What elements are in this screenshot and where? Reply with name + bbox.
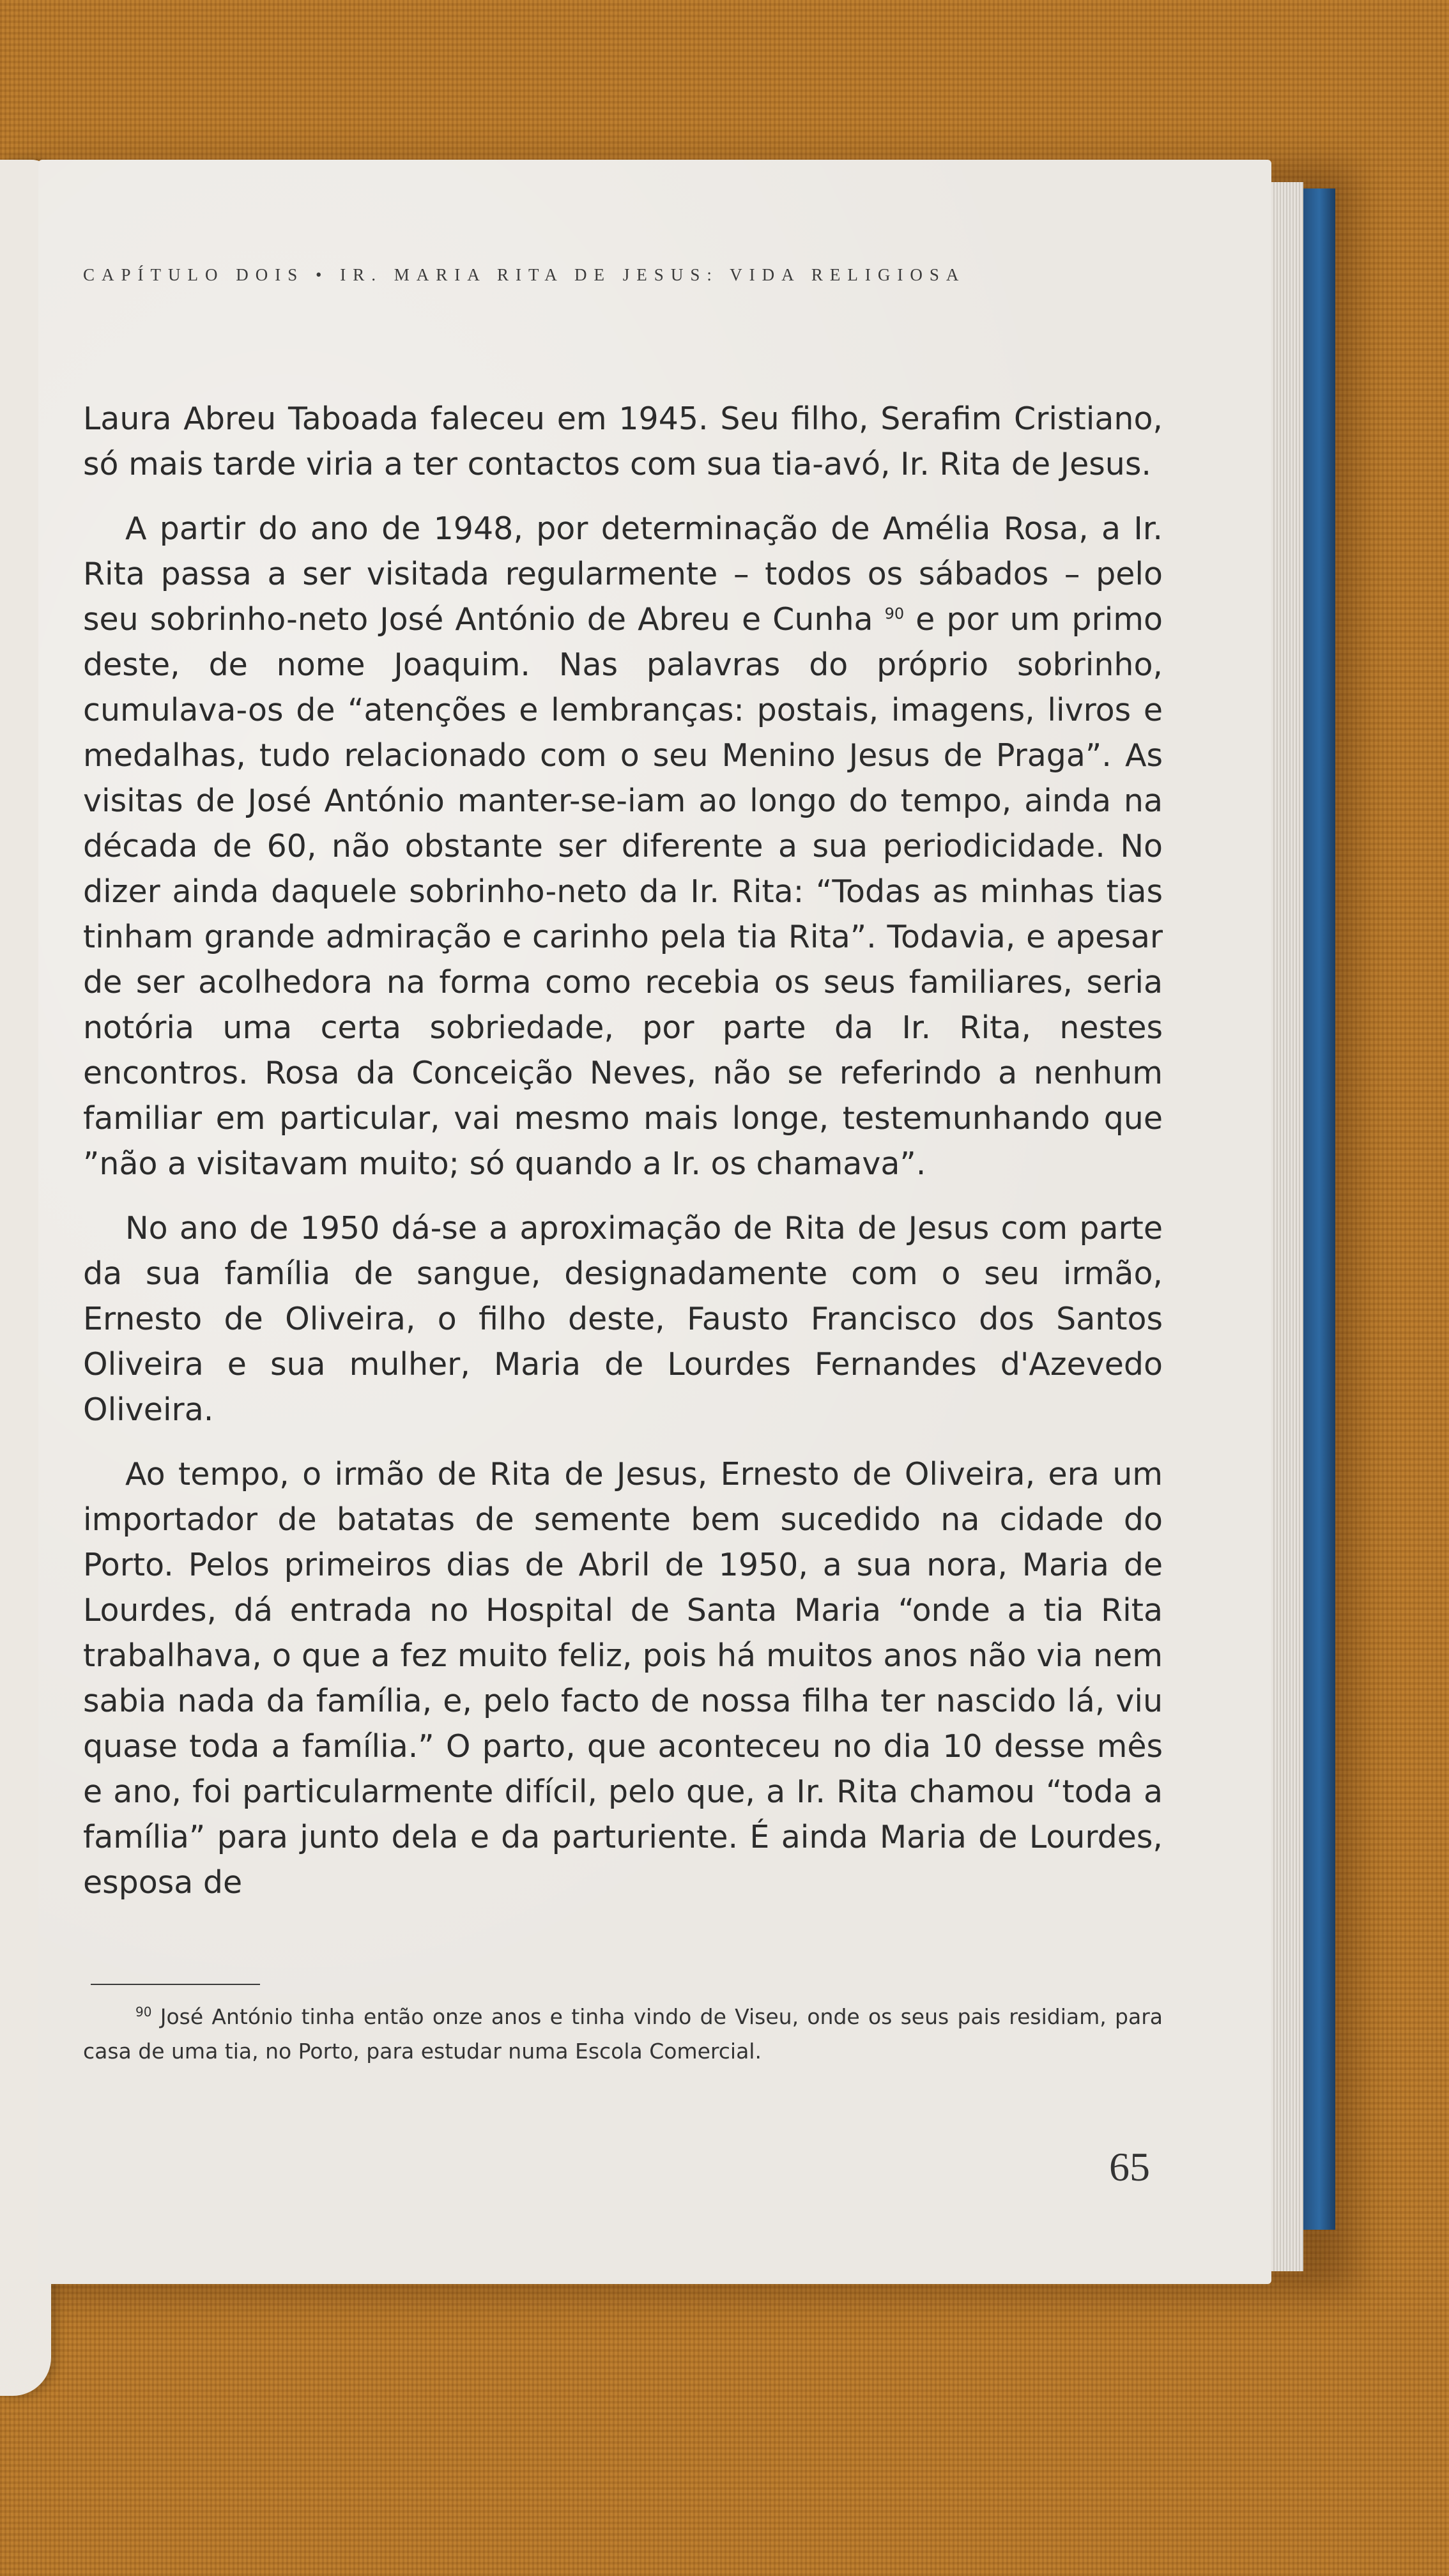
paragraph-1: Laura Abreu Taboada faleceu em 1945. Seu filho, Serafim Cristiano, só mais tarde viria a ter contactos com sua tia-avó, Ir. Rita de Jesus. [83,401,1163,482]
page-number: 65 [1109,2144,1150,2189]
footnote-rule [91,1984,260,1985]
paragraph-2-start: A partir do ano de 1948, por determinação de Amélia Rosa, a Ir. Rita passa a ser visitada regularmente – todos os sábados – pelo seu sobrinho-neto José António de Abreu e Cunha [83,510,1163,638]
footnote-number: 90 [135,2004,152,2020]
book-cover-spine [1303,188,1335,2230]
paragraph-2-rest: e por um primo deste, de nome Joaquim. Nas palavras do próprio sobrinho, cumulava-os de “atenções e lembranças: postais, imagens, livros e medalhas, tudo relacionado com o seu Menino Jesus de Praga”. As visitas de José António manter-se-iam ao longo do tempo, ainda na década de 60, não obstante ser diferente a sua periodicidade. No dizer ainda daquele sobrinho-neto da Ir. Rita: “Todas as minhas tias tinham grande admiração e carinho pela tia Rita”. Todavia, e apesar de ser acolhedora na forma como recebia os seus familiares, seria notória uma certa sobriedade, por parte da Ir. Rita, nestes encontros. Rosa da Conceição Neves, não se referindo a nenhum familiar em particular, vai mesmo mais longe, testemunhando que ”não a visitavam muito; só quando a Ir. os chamava”. [83,601,1163,1182]
footnote-text: José António tinha então onze anos e tinha vindo de Viseu, onde os seus pais residiam, para casa de uma tia, no Porto, para estudar numa Escola Comercial. [83,2004,1163,2064]
footnote [83,2000,1163,2069]
body-text [83,396,1163,1905]
paragraph-4: Ao tempo, o irmão de Rita de Jesus, Ernesto de Oliveira, era um importador de batatas de semente bem sucedido na cidade do Porto. Pelos primeiros dias de Abril de 1950, a sua nora, Maria de Lourdes, dá entrada no Hospital de Santa Maria “onde a tia Rita trabalhava, o que a fez muito feliz, pois há muitos anos não via nem sabia nada da família, e, pelo facto de nossa filha ter nascido lá, viu quase toda a família.” O parto, que aconteceu no dia 10 desse mês e ano, foi particularmente difícil, pelo que, a Ir. Rita chamou “toda a família” para junto dela e da parturiente. É ainda Maria de Lourdes, esposa de [83,1456,1163,1901]
paragraph-3: No ano de 1950 dá-se a aproximação de Rita de Jesus com parte da sua família de sangue, designadamente com o seu irmão, Ernesto de Oliveira, o filho deste, Fausto Francisco dos Santos Oliveira e sua mulher, Maria de Lourdes Fernandes d'Azevedo Oliveira. [83,1210,1163,1428]
running-head: CAPÍTULO DOIS • IR. MARIA RITA DE JESUS: VIDA RELIGIOSA [83,265,966,284]
footnote-reference: 90 [884,604,905,623]
book-page [38,160,1271,2284]
paragraph-2 [83,506,1163,1186]
